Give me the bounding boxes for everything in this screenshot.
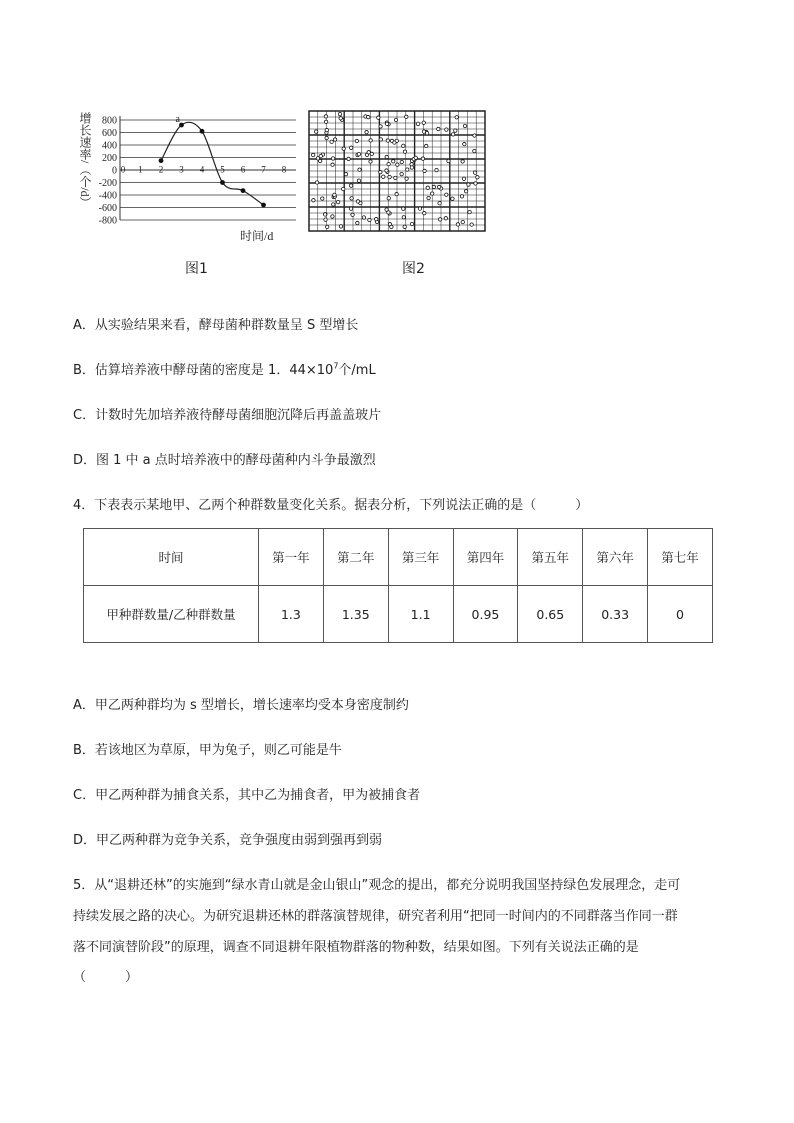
table-cell: 1.35 (323, 586, 388, 643)
y-tick-label: -400 (98, 190, 117, 202)
q4-stem: 4．下表表示某地甲、乙两个种群数量变化关系。据表分析，下列说法正确的是（ ） (73, 498, 589, 513)
yeast-cell (333, 138, 336, 141)
table-header-cell: 时间 (84, 529, 259, 586)
yeast-cell (387, 197, 390, 200)
table-cell: 0.33 (583, 586, 648, 643)
yeast-cell (402, 144, 405, 147)
yeast-cell (414, 156, 417, 159)
yeast-cell (463, 124, 466, 127)
yeast-cell (379, 170, 382, 173)
yeast-cell (468, 210, 471, 213)
yeast-cell (425, 144, 428, 147)
data-point (220, 180, 225, 185)
table-cell: 甲种群数量/乙种群数量 (84, 586, 259, 643)
yeast-cell (324, 115, 327, 118)
yeast-cell (326, 225, 329, 228)
figure1-xlabel: 时间/d (240, 229, 274, 243)
yeast-cell (445, 128, 448, 131)
y-tick-label: -600 (98, 203, 117, 214)
yeast-cell (311, 153, 314, 156)
yeast-cell (470, 223, 473, 226)
yeast-cell (403, 225, 406, 228)
yeast-cell (423, 211, 426, 214)
yeast-cell (356, 200, 359, 203)
q5-answer-bracket: （ ） (73, 970, 139, 985)
table-header-cell: 第一年 (259, 529, 324, 586)
yeast-cell (379, 125, 382, 128)
yeast-cell (473, 171, 476, 174)
yeast-cell (421, 157, 424, 160)
x-tick-label: 1 (138, 164, 143, 175)
table-header-cell: 第六年 (583, 529, 648, 586)
yeast-cell (315, 181, 318, 184)
yeast-cell (325, 128, 328, 131)
q4-option-a: A．甲乙两种群均为 s 型增长，增长速率均受本身密度制约 (73, 698, 409, 713)
yeast-cell (385, 169, 388, 172)
table-header-cell: 第三年 (388, 529, 453, 586)
yeast-cell (369, 139, 372, 142)
data-point (159, 158, 164, 163)
yeast-cell (426, 186, 429, 189)
yeast-cell (314, 130, 317, 133)
yeast-cell (454, 129, 457, 132)
q5-stem-line-1: 5．从“退耕还林”的实施到“绿水青山就是金山银山”观念的提出，都充分说明我国坚持绿色发展理念，走可 (73, 878, 681, 893)
counting-chamber-grid (308, 110, 486, 232)
yeast-cell (461, 220, 464, 223)
yeast-cell (456, 223, 459, 226)
data-point (200, 129, 205, 134)
yeast-cell (455, 116, 458, 119)
yeast-cell (369, 160, 372, 163)
x-tick-label: 3 (179, 164, 184, 175)
yeast-cell (332, 203, 335, 206)
yeast-cell (331, 157, 334, 160)
yeast-cell (367, 115, 370, 118)
q3-option-b-exponent: 7 (333, 361, 339, 371)
yeast-cell (387, 211, 390, 214)
yeast-cell (445, 193, 448, 196)
yeast-cell (392, 160, 395, 163)
y-tick-label: 800 (102, 115, 117, 127)
yeast-cell (379, 138, 382, 141)
yeast-cell (349, 207, 352, 210)
yeast-cell (387, 162, 390, 165)
yeast-cell (473, 134, 476, 137)
yeast-cell (474, 182, 477, 185)
q4-option-b: B．若该地区为草原，甲为兔子，则乙可能是牛 (73, 743, 342, 758)
y-tick-label: 600 (102, 128, 117, 139)
yeast-cell (447, 159, 450, 162)
yeast-cell (467, 183, 470, 186)
yeast-cell (390, 225, 393, 228)
point-label-a: a (175, 114, 180, 125)
yeast-cell (325, 136, 328, 139)
yeast-cell (312, 199, 315, 202)
yeast-cell (444, 217, 447, 220)
yeast-cell (336, 200, 339, 203)
yeast-cell (473, 149, 476, 152)
x-tick-label: 2 (158, 164, 164, 175)
yeast-cell (425, 132, 428, 135)
yeast-cell (382, 175, 385, 178)
yeast-cell (437, 185, 440, 188)
yeast-cell (342, 147, 345, 150)
q3-option-d: D．图 1 中 a 点时培养液中的酵母菌种内斗争最激烈 (73, 453, 376, 468)
yeast-cell (410, 166, 413, 169)
x-tick-label: 4 (199, 164, 205, 175)
yeast-cell (394, 118, 397, 121)
series-line (158, 122, 264, 205)
yeast-cell (451, 197, 454, 200)
yeast-cell (388, 175, 391, 178)
yeast-cell (423, 169, 426, 172)
yeast-cell (461, 160, 464, 163)
yeast-cell (422, 121, 425, 124)
yeast-cell (355, 139, 358, 142)
table-header-cell: 第五年 (518, 529, 583, 586)
yeast-cell (438, 201, 441, 204)
q3-option-b (73, 359, 376, 378)
yeast-cell (357, 179, 360, 182)
figure1-ylabel: 增长速率/（个/d） (78, 112, 92, 209)
yeast-cell (339, 117, 342, 120)
yeast-cell (324, 218, 327, 221)
yeast-cell (400, 172, 403, 175)
yeast-cell (365, 130, 368, 133)
q5-stem-line-3: 落不同演替阶段”的原理，调查不同退耕年限植物群落的物种数，结果如图。下列有关说法正确的是 (73, 940, 639, 955)
yeast-cell (402, 207, 405, 210)
yeast-cell (358, 168, 361, 171)
yeast-cell (431, 192, 434, 195)
yeast-cell (338, 112, 341, 115)
yeast-cell (416, 122, 419, 125)
yeast-cell (368, 218, 371, 221)
yeast-cell (375, 217, 378, 220)
y-tick-label: 0 (112, 165, 117, 177)
yeast-cell (385, 155, 388, 158)
yeast-cell (333, 193, 336, 196)
yeast-cell (349, 184, 352, 187)
x-tick-label: 7 (261, 164, 266, 175)
figure1-caption: 图1 (185, 261, 208, 277)
yeast-cell (394, 176, 397, 179)
q4-option-d: D．甲乙两种群为竞争关系，竞争强度由弱到强再到弱 (73, 833, 383, 848)
data-point (261, 203, 266, 208)
table-cell: 1.3 (259, 586, 324, 643)
table-header-row (84, 529, 713, 586)
q5-stem-line-2: 持续发展之路的决心。为研究退耕还林的群落演替规律，研究者利用“把同一时间内的不同群落当作同一群 (73, 909, 678, 924)
q3-option-b-unit: 个/mL (338, 363, 376, 378)
table-row (84, 586, 713, 643)
y-tick-label: 400 (102, 140, 117, 152)
yeast-cell (438, 218, 441, 221)
yeast-cell (476, 176, 479, 179)
yeast-cell (462, 177, 465, 180)
yeast-cell (418, 207, 421, 210)
q4-option-c: C．甲乙两种群为捕食关系，其中乙为捕食者，甲为被捕食者 (73, 788, 421, 803)
y-tick-label: -200 (98, 178, 117, 189)
y-tick-label: 200 (102, 153, 117, 164)
yeast-cell (402, 216, 405, 219)
yeast-cell (410, 222, 413, 225)
yeast-cell (405, 177, 408, 180)
yeast-cell (377, 116, 380, 119)
table-cell: 0.95 (453, 586, 518, 643)
yeast-cell (357, 153, 360, 156)
y-tick-label: -800 (98, 215, 117, 227)
yeast-cell (367, 151, 370, 154)
yeast-cell (350, 197, 353, 200)
yeast-cell (393, 141, 396, 144)
yeast-cell (463, 142, 466, 145)
yeast-cell (339, 225, 342, 228)
x-tick-label: 8 (281, 164, 287, 175)
yeast-cell (344, 172, 347, 175)
yeast-cell (395, 192, 398, 195)
yeast-cell (321, 197, 324, 200)
q3-option-a: A．从实验结果来看，酵母菌种群数量呈 S 型增长 (73, 318, 359, 333)
data-point (241, 188, 246, 193)
yeast-cell (362, 216, 365, 219)
figure2-caption: 图2 (402, 261, 425, 277)
yeast-cell (460, 195, 463, 198)
yeast-cell (324, 120, 327, 123)
yeast-cell (351, 213, 354, 216)
yeast-cell (427, 196, 430, 199)
yeast-cell (406, 168, 409, 171)
yeast-cell (400, 160, 403, 163)
yeast-cell (347, 157, 350, 160)
yeast-cell (396, 163, 399, 166)
yeast-cell (331, 215, 334, 218)
yeast-cell (464, 190, 467, 193)
table-cell: 0 (648, 586, 713, 643)
population-ratio-table (83, 528, 713, 643)
yeast-cell (356, 221, 359, 224)
x-tick-label: 5 (220, 164, 225, 175)
yeast-cell (437, 127, 440, 130)
yeast-cell (451, 133, 454, 136)
table-header-cell: 第二年 (323, 529, 388, 586)
yeast-cell (331, 163, 334, 166)
yeast-cell (342, 187, 345, 190)
q3-option-b-text: B．估算培养液中酵母菌的密度是 1．44×10 (73, 363, 334, 378)
yeast-cell (323, 213, 326, 216)
yeast-cell (435, 168, 438, 171)
yeast-cell (405, 115, 408, 118)
yeast-cell (386, 139, 389, 142)
x-tick-label: 0 (120, 164, 126, 175)
yeast-cell (403, 150, 406, 153)
x-tick-label: 6 (240, 164, 246, 175)
yeast-cell (316, 157, 319, 160)
table-cell: 1.1 (388, 586, 453, 643)
table-header-cell: 第七年 (648, 529, 713, 586)
q3-option-c: C．计数时先加培养液待酵母菌细胞沉降后再盖盖玻片 (73, 408, 382, 423)
yeast-cell (330, 140, 333, 143)
figure2 (308, 110, 486, 232)
yeast-cell (385, 122, 388, 125)
table-cell: 0.65 (518, 586, 583, 643)
table-header-cell: 第四年 (453, 529, 518, 586)
yeast-cell (349, 146, 352, 149)
yeast-cell (432, 185, 435, 188)
